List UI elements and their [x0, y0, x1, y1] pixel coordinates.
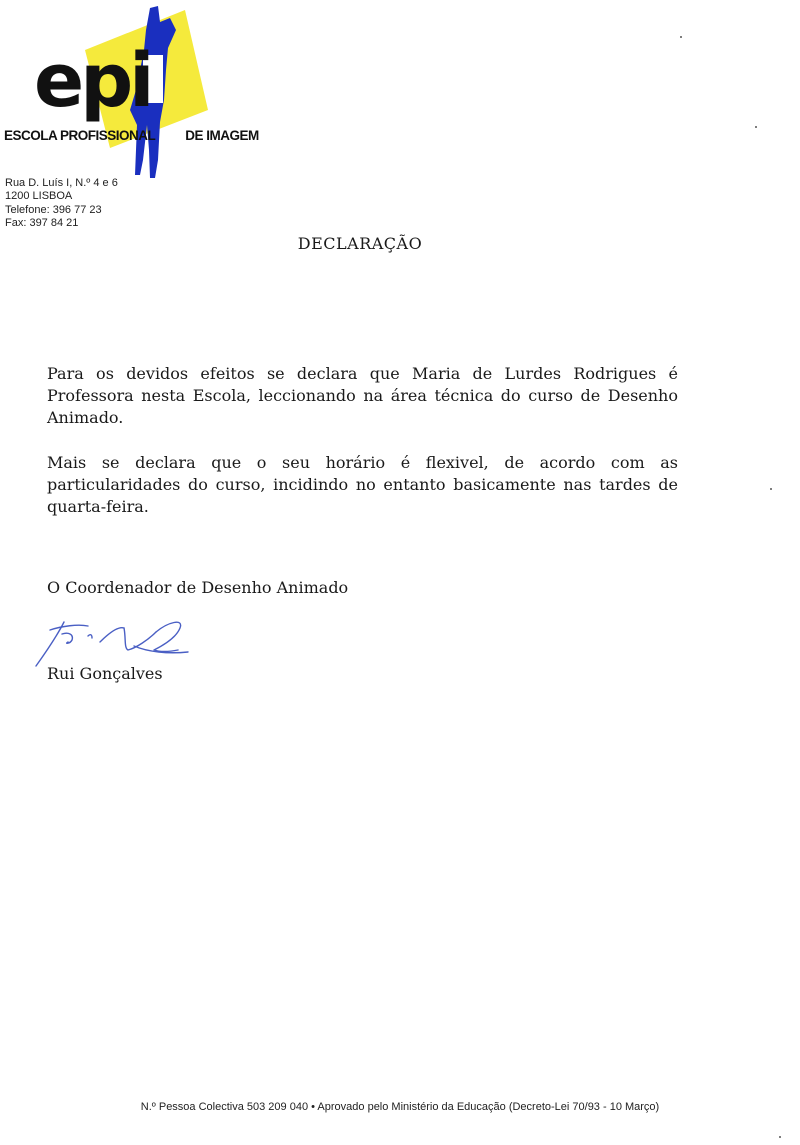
address-phone: Telefone: 396 77 23 — [5, 203, 102, 216]
school-name-right: DE IMAGEM — [185, 128, 259, 143]
scan-speck — [680, 36, 682, 38]
logo-wordmark: epi — [34, 38, 151, 124]
address-street: Rua D. Luís I, N.º 4 e 6 — [5, 177, 118, 189]
signer-name: Rui Gonçalves — [47, 664, 163, 683]
address-fax: Fax: 397 84 21 — [5, 217, 79, 230]
document-title: DECLARAÇÃO — [297, 234, 423, 253]
address-city: 1200 LISBOA — [5, 190, 73, 203]
school-address — [5, 177, 118, 231]
school-name-left: ESCOLA PROFISSIONAL — [4, 128, 156, 143]
closing-role: O Coordenador de Desenho Animado — [47, 578, 349, 597]
declaration-paragraph-1: Para os devidos efeitos se declara que Maria de Lurdes Rodrigues é Professora nesta Escola, leccionando na área técnica do curso de Desenho Animado. — [47, 364, 678, 427]
footer-legal-text: N.º Pessoa Colectiva 503 209 040 • Aprovado pelo Ministério da Educação (Decreto-Lei 70/93 - 10 Março) — [140, 1101, 660, 1113]
school-logo — [0, 0, 259, 190]
declaration-paragraph-2: Mais se declara que o seu horário é flexivel, de acordo com as particularidades do curso, incidindo no entanto basicamente nas tardes de quarta-feira. — [47, 453, 678, 516]
scan-speck — [755, 126, 757, 128]
scan-speck — [770, 488, 772, 490]
school-name — [4, 128, 259, 143]
scan-speck — [779, 1136, 781, 1138]
